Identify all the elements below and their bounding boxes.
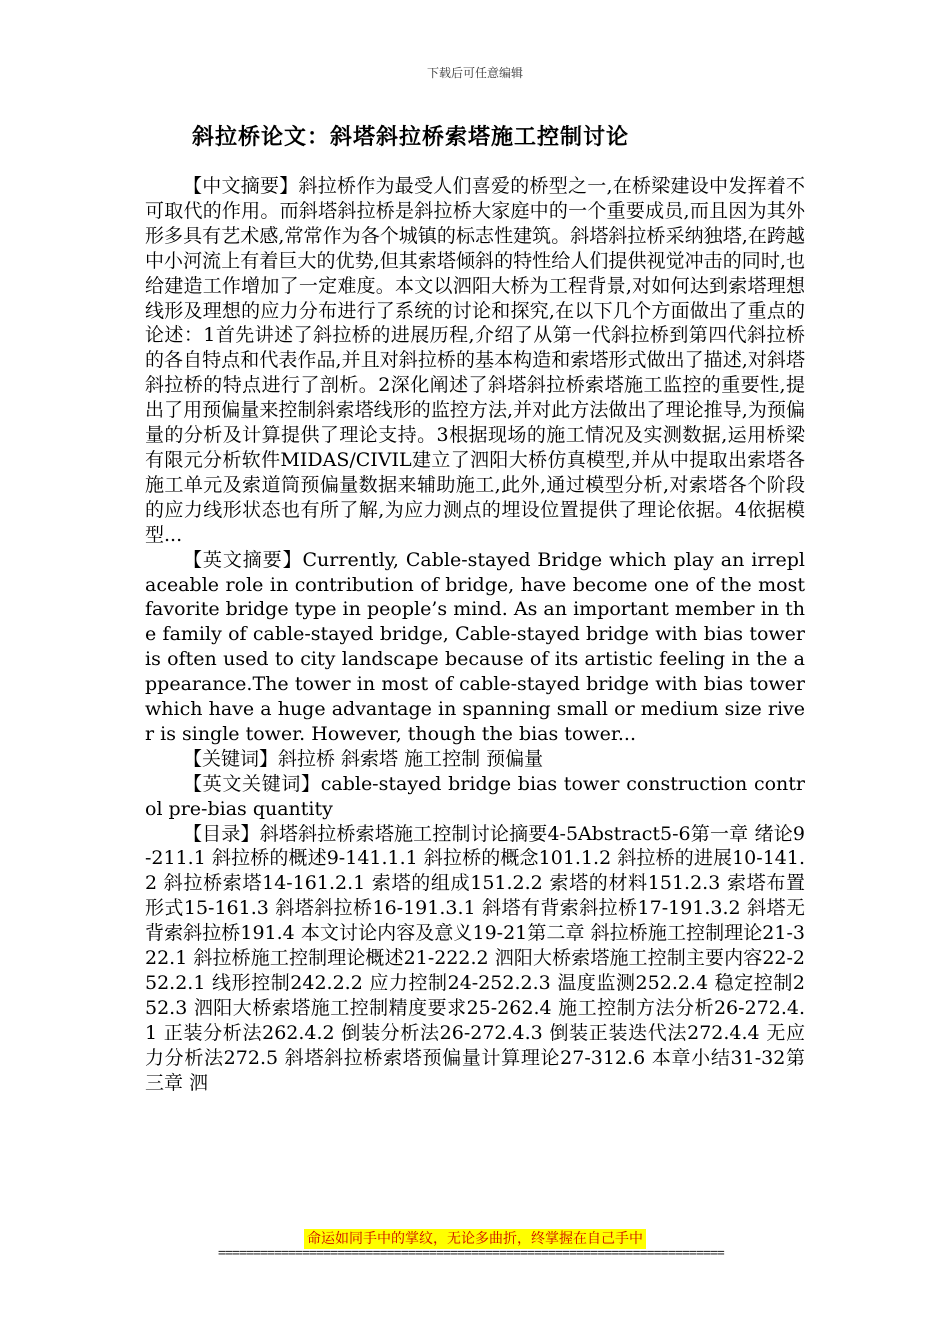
- chinese-abstract-text: 斜拉桥作为最受人们喜爱的桥型之一,在桥梁建设中发挥着不可取代的作用。而斜塔斜拉桥是斜拉桥大家庭中的一个重要成员,而且因为其外形多具有艺术感,常常作为各个城镇的标志性建筑。斜塔斜拉桥采纳独塔,在跨越中小河流上有着巨大的优势,但其索塔倾斜的特性给人们提供视觉冲击的同时,也给建造工作增加了一定难度。本文以泗阳大桥为工程背景,对如何达到索塔理想线形及理想的应力分布进行了系统的讨论和探究,在以下几个方面做出了重点的论述：1首先讲述了斜拉桥的进展历程,介绍了从第一代斜拉桥到第四代斜拉桥的各自特点和代表作品,并且对斜拉桥的基本构造和索塔形式做出了描述,对斜塔斜拉桥的特点进行了剖析。2深化阐述了斜塔斜拉桥索塔施工监控的重要性,提出了用预偏量来控制斜索塔线形的监控方法,并对此方法做出了理论推导,为预偏量的分析及计算提供了理论支持。3根据现场的施工情况及实测数据,运用桥梁有限元分析软件MIDAS/CIVIL建立了泗阳大桥仿真模型,并从中提取出索塔各施工单元及索道筒预偏量数据来辅助施工,此外,通过模型分析,对索塔各个阶段的应力线形状态也有所了解,为应力测点的埋设位置提供了理论依据。4依据模型...: [145, 175, 805, 546]
- document-title: 斜拉桥论文：斜塔斜拉桥索塔施工控制讨论: [192, 125, 630, 150]
- english-abstract-paragraph: [145, 548, 805, 747]
- chinese-abstract-tag: 【中文摘要】: [183, 175, 299, 197]
- table-of-contents-text: 斜塔斜拉桥索塔施工控制讨论摘要4-5Abstract5-6第一章 绪论9-211.1 斜拉桥的概述9-141.1.1 斜拉桥的概念101.1.2 斜拉桥的进展10-141.2 斜拉桥索塔14-161.2.1 索塔的组成151.2.2 索塔的材料151.2.3 索塔布置形式15-161.3 斜塔斜拉桥16-191.3.1 斜塔有背索斜拉桥17-191.3.2 斜塔无背索斜拉桥191.4 本文讨论内容及意义19-21第二章 斜拉桥施工控制理论21-322.1 斜拉桥施工控制理论概述21-222.2 泗阳大桥索塔施工控制主要内容22-252.2.1 线形控制242.2.2 应力控制24-252.2.3 温度监测252.2.4 稳定控制252.3 泗阳大桥索塔施工控制精度要求25-262.4 施工控制方法分析26-272.4.1 正装分析法262.4.2 倒装分析法26-272.4.3 倒装正装迭代法272.4.4 无应力分析法272.5 斜塔斜拉桥索塔预偏量计算理论27-312.6 本章小结31-32第三章 泗: [145, 822, 805, 1094]
- document-body: [145, 174, 805, 1096]
- english-abstract-text: Currently, Cable-stayed Bridge which play an irreplaceable role in contribution of bridge, have become one of the most favorite bridge type in people’s mind. As an important member in the family of cable-stayed bridge, Cable-stayed bridge with bias tower is often used to city landscape because of its artistic feeling in the appearance.The tower in most of cable-stayed bridge with bias tower which have a huge advantage in spanning small or medium size river is single tower. However, though the bias tower...: [145, 548, 805, 745]
- header-note: 下载后可任意编辑: [426, 66, 523, 80]
- keywords-tag: 【关键词】: [183, 747, 279, 770]
- table-of-contents-tag: 【目录】: [183, 822, 260, 845]
- footer-motto: [0, 1228, 950, 1249]
- footer-motto-text: 命运如同手中的掌纹，无论多曲折，终掌握在自己手中: [304, 1229, 646, 1249]
- table-of-contents-paragraph: [145, 822, 805, 1096]
- footer-divider: ========================================================================: [218, 1247, 724, 1261]
- english-keywords-paragraph: [145, 772, 805, 822]
- english-keywords-text: cable-stayed bridge bias tower construction control pre-bias quantity: [145, 772, 805, 820]
- chinese-abstract-paragraph: [145, 174, 805, 548]
- keywords-paragraph: [145, 747, 805, 772]
- english-keywords-tag: 【英文关键词】: [183, 772, 321, 795]
- keywords-text: 斜拉桥 斜索塔 施工控制 预偏量: [278, 747, 544, 770]
- english-abstract-tag: 【英文摘要】: [183, 548, 303, 571]
